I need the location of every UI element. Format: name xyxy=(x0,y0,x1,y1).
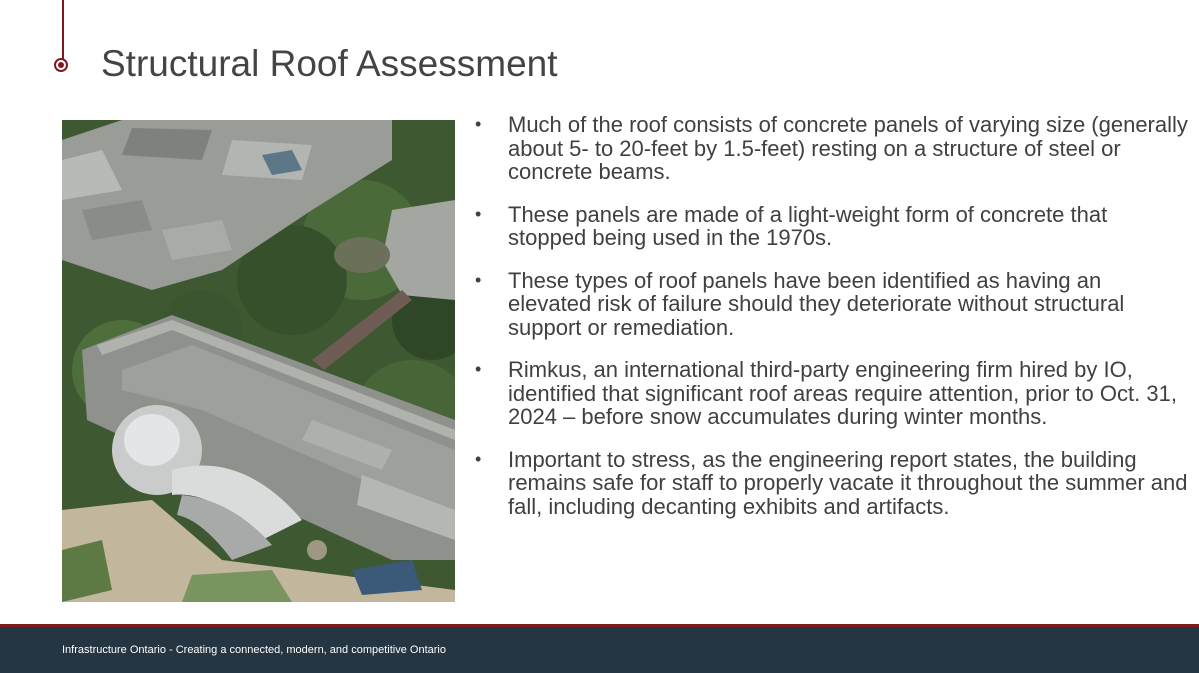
slide-title: Structural Roof Assessment xyxy=(101,43,558,84)
bullet-dot-icon: • xyxy=(475,269,482,290)
bullet-text: Much of the roof consists of concrete panels of varying size (generally about 5- to 20-feet by 1.5-feet) resting on a structure of steel or concrete beams. xyxy=(508,112,1188,184)
bullet-item xyxy=(470,448,1190,519)
bullet-item xyxy=(470,269,1190,340)
bullet-text: Rimkus, an international third-party engineering firm hired by IO, identified that significant roof areas require attention, prior to Oct. 31, 2024 – before snow accumulates during winter months. xyxy=(508,357,1177,429)
bullet-dot-icon: • xyxy=(475,114,482,134)
title-bullet-icon xyxy=(54,58,68,72)
bullet-text: These panels are made of a light-weight form of concrete that stopped being used in the 1970s. xyxy=(508,201,1108,250)
bullet-text: These types of roof panels have been identified as having an elevated risk of failure should they deteriorate without structural support or remediation. xyxy=(508,267,1125,340)
footer-text: Infrastructure Ontario - Creating a connected, modern, and competitive Ontario xyxy=(62,644,446,656)
footer-bar xyxy=(0,627,1199,673)
bullet-list xyxy=(470,113,1190,537)
aerial-photo xyxy=(62,120,455,602)
aerial-photo-illustration xyxy=(62,120,455,602)
title-accent-rule xyxy=(62,0,64,60)
bullet-dot-icon: • xyxy=(475,203,482,224)
bullet-dot-icon: • xyxy=(475,359,482,379)
bullet-dot-icon: • xyxy=(475,448,482,469)
bullet-item xyxy=(470,113,1190,184)
bullet-text: Important to stress, as the engineering report states, the building remains safe for staff to properly vacate it throughout the summer and fall, including decanting exhibits and artifacts. xyxy=(508,446,1188,519)
bullet-item xyxy=(470,203,1190,250)
bullet-item xyxy=(470,358,1190,429)
